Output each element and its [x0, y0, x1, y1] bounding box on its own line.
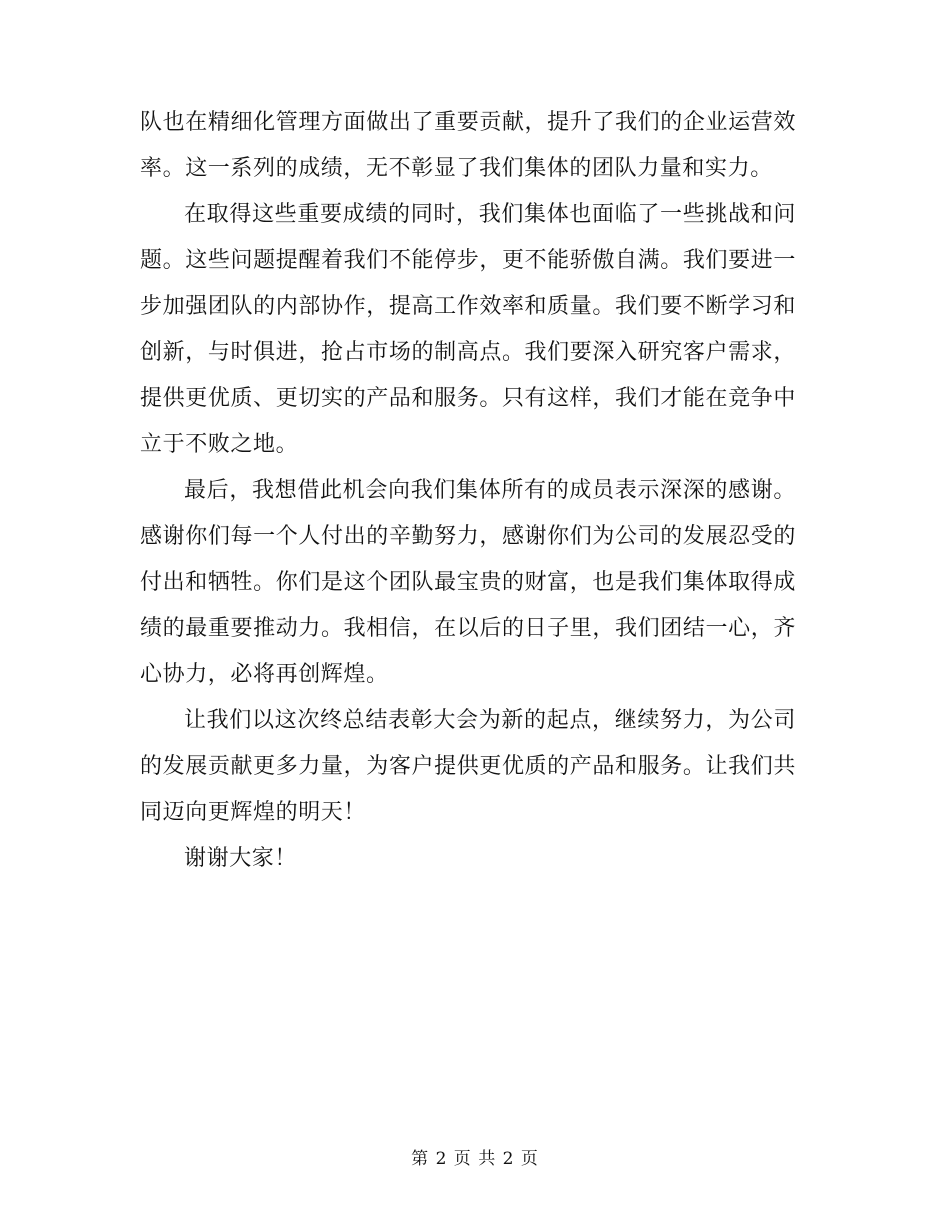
paragraph-continued: 队也在精细化管理方面做出了重要贡献，提升了我们的企业运营效率。这一系列的成绩，无不彰显了我们集体的团队力量和实力。	[140, 110, 796, 181]
paragraph-closing: 让我们以这次终总结表彰大会为新的起点，继续努力，为公司的发展贡献更多力量，为客户提供更优质的产品和服务。让我们共同迈向更辉煌的明天！	[140, 708, 796, 825]
paragraph-challenges: 在取得这些重要成绩的同时，我们集体也面临了一些挑战和问题。这些问题提醒着我们不能停步，更不能骄傲自满。我们要进一步加强团队的内部协作，提高工作效率和质量。我们要不断学习和创新，与时俱进，抢占市场的制高点。我们要深入研究客户需求，提供更优质、更切实的产品和服务。只有这样，我们才能在竞争中立于不败之地。	[140, 202, 796, 457]
page-number-footer: 第 2 页 共 2 页	[411, 1149, 539, 1169]
document-body	[140, 100, 796, 882]
paragraph-thank-you: 谢谢大家！	[184, 846, 298, 871]
paragraph-thanks: 最后，我想借此机会向我们集体所有的成员表示深深的感谢。感谢你们每一个人付出的辛勤努力，感谢你们为公司的发展忍受的付出和牺牲。你们是这个团队最宝贵的财富，也是我们集体取得成绩的最重要推动力。我相信，在以后的日子里，我们团结一心，齐心协力，必将再创辉煌。	[140, 478, 796, 687]
